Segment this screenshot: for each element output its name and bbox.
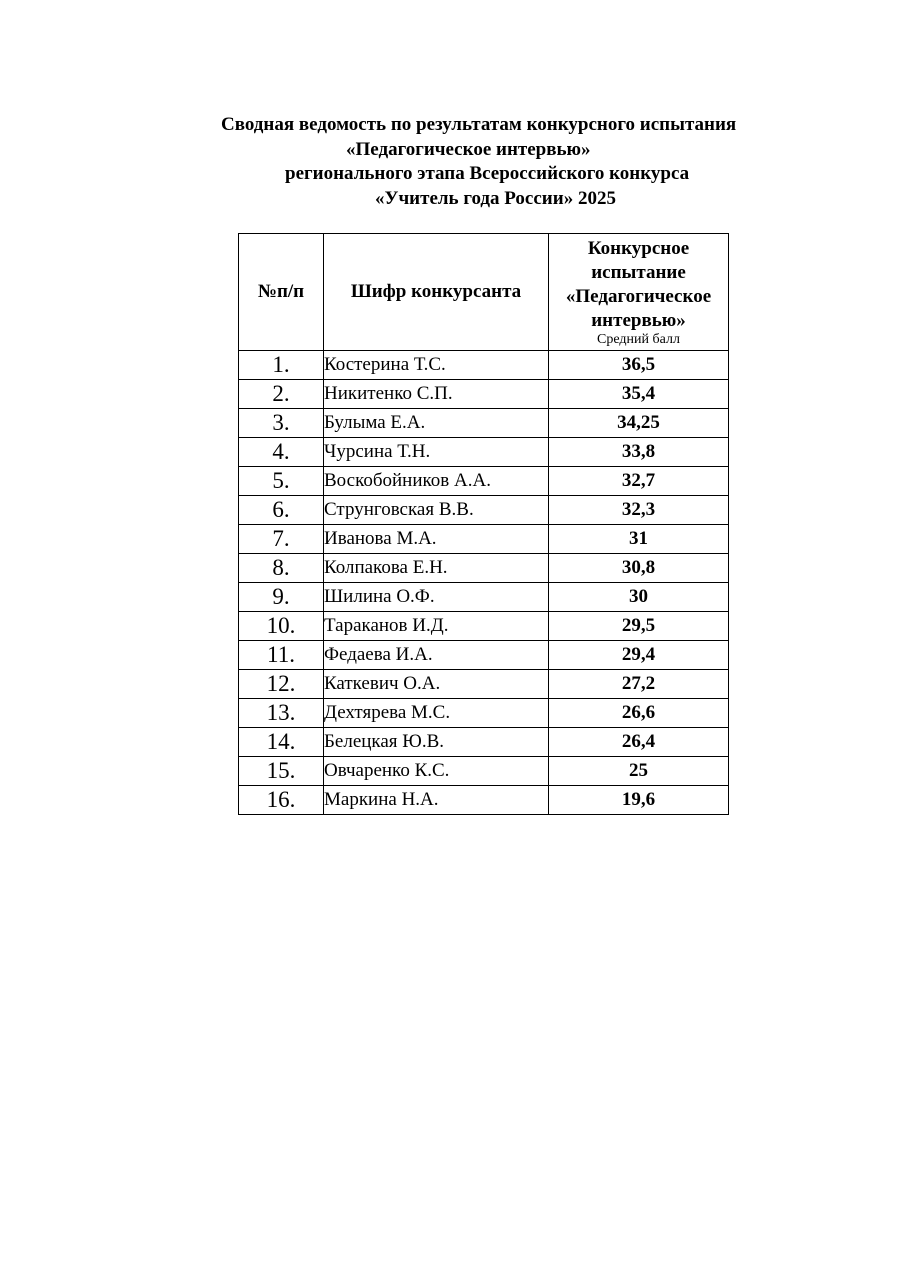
header-score-line-4: интервью» — [591, 310, 686, 331]
average-score: 34,25 — [549, 409, 729, 438]
title-line-2: «Педагогическое интервью» — [346, 138, 591, 160]
table-row — [239, 670, 729, 699]
participant-name: Овчаренко К.С. — [324, 757, 549, 786]
table-row — [239, 554, 729, 583]
table-row — [239, 786, 729, 815]
average-score: 36,5 — [549, 351, 729, 380]
average-score: 29,5 — [549, 612, 729, 641]
row-number: 2. — [239, 380, 324, 409]
row-number: 9. — [239, 583, 324, 612]
header-participant-code: Шифр конкурсанта — [324, 234, 549, 351]
average-score: 32,3 — [549, 496, 729, 525]
row-number: 7. — [239, 525, 324, 554]
participant-name: Тараканов И.Д. — [324, 612, 549, 641]
header-score-subtitle: Средний балл — [597, 332, 680, 347]
header-score-line-1: Конкурсное — [587, 238, 690, 259]
average-score: 26,4 — [549, 728, 729, 757]
average-score: 27,2 — [549, 670, 729, 699]
row-number: 4. — [239, 438, 324, 467]
average-score: 19,6 — [549, 786, 729, 815]
results-table — [238, 233, 729, 815]
table-row — [239, 380, 729, 409]
row-number: 1. — [239, 351, 324, 380]
row-number: 14. — [239, 728, 324, 757]
participant-name: Дехтярева М.С. — [324, 699, 549, 728]
table-header-row — [239, 234, 729, 351]
row-number: 12. — [239, 670, 324, 699]
average-score: 26,6 — [549, 699, 729, 728]
table-row — [239, 409, 729, 438]
header-number: №п/п — [239, 234, 324, 351]
participant-name: Каткевич О.А. — [324, 670, 549, 699]
participant-name: Колпакова Е.Н. — [324, 554, 549, 583]
table-row — [239, 583, 729, 612]
row-number: 11. — [239, 641, 324, 670]
average-score: 31 — [549, 525, 729, 554]
header-score-line-3: «Педагогическое — [565, 286, 712, 307]
row-number: 3. — [239, 409, 324, 438]
title-line-3: регионального этапа Всероссийского конкурса — [285, 163, 690, 184]
row-number: 5. — [239, 467, 324, 496]
table-row — [239, 641, 729, 670]
average-score: 25 — [549, 757, 729, 786]
table-row — [239, 699, 729, 728]
row-number: 10. — [239, 612, 324, 641]
participant-name: Иванова М.А. — [324, 525, 549, 554]
header-score — [549, 234, 729, 351]
table-row — [239, 351, 729, 380]
participant-name: Маркина Н.А. — [324, 786, 549, 815]
average-score: 30,8 — [549, 554, 729, 583]
table-row — [239, 525, 729, 554]
average-score: 35,4 — [549, 380, 729, 409]
participant-name: Чурсина Т.Н. — [324, 438, 549, 467]
title-line-1: Сводная ведомость по результатам конкурсного испытания — [221, 114, 737, 135]
table-row — [239, 728, 729, 757]
header-score-line-2: испытание — [591, 262, 686, 283]
participant-name: Никитенко С.П. — [324, 380, 549, 409]
participant-name: Струнговская В.В. — [324, 496, 549, 525]
average-score: 33,8 — [549, 438, 729, 467]
table-row — [239, 467, 729, 496]
table-row — [239, 612, 729, 641]
table-row — [239, 757, 729, 786]
participant-name: Костерина Т.С. — [324, 351, 549, 380]
document-title — [150, 113, 875, 211]
average-score: 29,4 — [549, 641, 729, 670]
average-score: 30 — [549, 583, 729, 612]
table-row — [239, 438, 729, 467]
row-number: 16. — [239, 786, 324, 815]
row-number: 6. — [239, 496, 324, 525]
row-number: 13. — [239, 699, 324, 728]
table-row — [239, 496, 729, 525]
participant-name: Федаева И.А. — [324, 641, 549, 670]
participant-name: Шилина О.Ф. — [324, 583, 549, 612]
participant-name: Булыма Е.А. — [324, 409, 549, 438]
row-number: 8. — [239, 554, 324, 583]
title-line-4: «Учитель года России» 2025 — [375, 187, 616, 209]
participant-name: Белецкая Ю.В. — [324, 728, 549, 757]
average-score: 32,7 — [549, 467, 729, 496]
participant-name: Воскобойников А.А. — [324, 467, 549, 496]
row-number: 15. — [239, 757, 324, 786]
